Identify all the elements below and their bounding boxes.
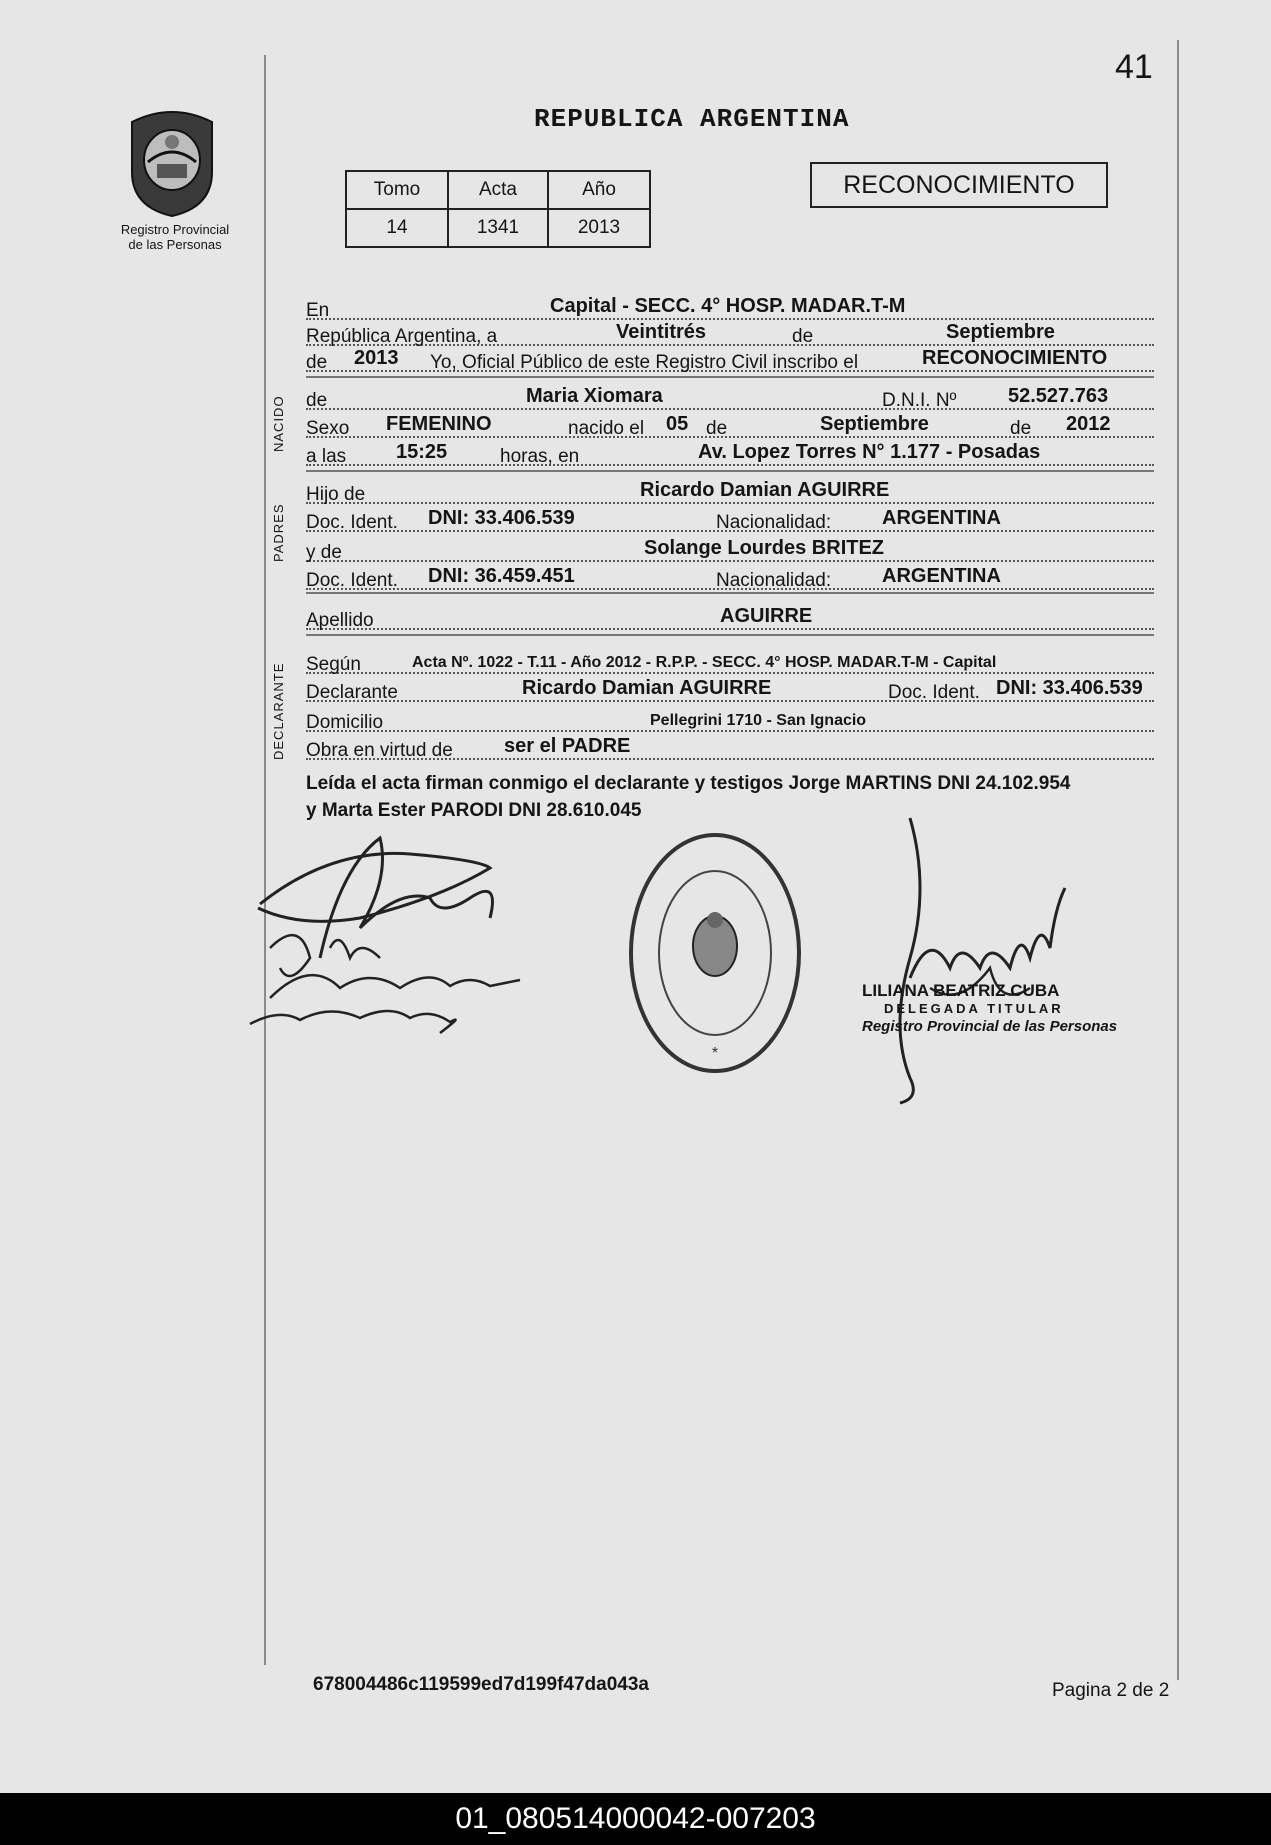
official-title: DELEGADA TITULAR [884,1001,1064,1016]
label-nacido: nacido el [568,418,645,439]
label-obra: Obra en virtud de [306,740,453,761]
document-hash: 678004486c119599ed7d199f47da043a [313,1674,649,1695]
form-line-time [306,438,1154,466]
label-de: de [792,326,814,347]
label-en: En [306,300,330,321]
value-domicilio: Pellegrini 1710 - San Ignacio [650,712,867,729]
label-declarante: Declarante [306,682,398,703]
closing-line-2: y Marta Ester PARODI DNI 28.610.045 [306,800,642,821]
value-name: Maria Xiomara [526,385,663,407]
label-doc-declarante: Doc. Ident. [888,682,980,703]
value-segun: Acta Nº. 1022 - T.11 - Año 2012 - R.P.P. - SECC. 4° HOSP. MADAR.T-M - Capital [412,654,997,671]
section-label-declarante: DECLARANTE [271,662,286,760]
closing-line-1: Leída el acta firman conmigo el declarante y testigos Jorge MARTINS DNI 24.102.954 [306,773,1071,794]
table-cell-acta: 1341 [448,209,548,247]
form-line-mother [306,534,1154,562]
label-domicilio: Domicilio [306,712,384,733]
right-margin-rule [1177,40,1179,1680]
table-cell-tomo: 14 [346,209,448,247]
table-cell-ano: 2013 [548,209,650,247]
label-dni: D.N.I. Nº [882,390,957,411]
form-line-apellido [306,602,1154,630]
table-header-acta: Acta [448,171,548,209]
table-header-ano: Año [548,171,650,209]
value-mother: Solange Lourdes BRITEZ [644,537,885,559]
label-apellido: Apellido [306,610,374,631]
label-de-name: de [306,390,328,411]
province-coat-of-arms-logo [122,102,222,218]
label-yde: y de [306,542,342,563]
label-republica: República Argentina, a [306,326,498,347]
value-mother-nationality: ARGENTINA [882,565,1001,587]
form-line-year [306,344,1154,372]
label-segun: Según [306,654,361,675]
value-inscribe: RECONOCIMIENTO [922,347,1108,369]
value-time: 15:25 [396,441,448,463]
form-line-name [306,382,1154,410]
form-line-father [306,476,1154,504]
registry-caption-line1: Registro Provincial [120,222,230,237]
label-doc-father: Doc. Ident. [306,512,398,533]
form-line-segun [306,646,1154,674]
form-line-declarante [306,674,1154,702]
value-birth-year: 2012 [1066,413,1111,435]
value-place: Capital - SECC. 4° HOSP. MADAR.T-M [550,295,906,317]
label-de-birth-year: de [1010,418,1032,439]
official-name: LILIANA BEATRIZ CUBA [862,981,1060,1000]
value-year: 2013 [354,347,399,369]
form-line-mother-doc [306,562,1154,590]
label-doc-mother: Doc. Ident. [306,570,398,591]
page-number: 41 [1115,48,1153,86]
section-label-padres: PADRES [271,503,286,562]
value-day: Veintitrés [616,321,707,343]
official-seal [625,828,805,1078]
form-line-father-doc [306,504,1154,532]
value-birth-day: 05 [666,413,689,435]
form-line-domicilio [306,704,1154,732]
value-apellido: AGUIRRE [720,605,813,627]
label-nacionalidad-father: Nacionalidad: [716,512,832,533]
value-father-nationality: ARGENTINA [882,507,1001,529]
label-horas: horas, en [500,446,580,467]
divider [306,470,1154,472]
value-birth-place: Av. Lopez Torres N° 1.177 - Posadas [698,441,1041,463]
table-header-tomo: Tomo [346,171,448,209]
value-mother-doc: DNI: 36.459.451 [428,565,575,587]
form-line-obra [306,732,1154,760]
value-declarante-doc: DNI: 33.406.539 [996,677,1143,699]
label-alas: a las [306,446,347,467]
section-label-nacido: NACIDO [271,395,286,452]
divider [306,376,1154,378]
label-de-birth: de [706,418,728,439]
value-father-doc: DNI: 33.406.539 [428,507,575,529]
official-signature [870,808,1110,1108]
label-nacionalidad-mother: Nacionalidad: [716,570,832,591]
value-birth-month: Septiembre [820,413,929,435]
form-line-date [306,318,1154,346]
form-line-sex [306,410,1154,438]
value-month: Septiembre [946,321,1055,343]
registry-caption-line2: de las Personas [128,237,222,252]
value-obra: ser el PADRE [504,735,631,757]
file-id: 01_080514000042-007203 [455,1802,816,1835]
record-reference-table [345,170,651,248]
country-title: REPUBLICA ARGENTINA [534,104,850,134]
value-father: Ricardo Damian AGUIRRE [640,479,890,501]
witness-signatures [240,808,570,1038]
form-line-en [306,292,1154,320]
official-registry: Registro Provincial de las Personas [862,1018,1118,1035]
value-sexo: FEMENINO [386,413,492,435]
value-dni: 52.527.763 [1008,385,1109,407]
label-oficial: Yo, Oficial Público de este Registro Civil inscribo el [430,352,859,373]
label-de-year: de [306,352,328,373]
page-indicator: Pagina 2 de 2 [1052,1680,1170,1701]
act-type-box: RECONOCIMIENTO [810,162,1108,208]
registry-caption [100,222,250,252]
label-hijo: Hijo de [306,484,366,505]
value-declarante: Ricardo Damian AGUIRRE [522,677,772,699]
divider [306,592,1154,594]
label-sexo: Sexo [306,418,350,439]
svg-text:*: * [711,1045,719,1062]
file-id-bar [0,1793,1271,1845]
divider [306,634,1154,636]
official-stamp [862,982,1117,1036]
